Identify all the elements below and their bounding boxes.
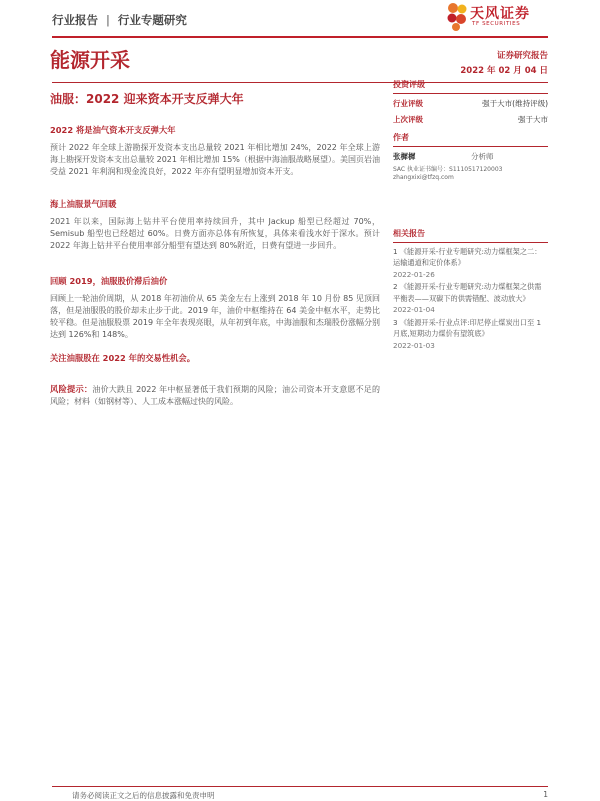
rating-head: 投资评级	[393, 80, 425, 89]
related-item[interactable]	[393, 317, 548, 352]
report-type: 证券研究报告	[496, 51, 548, 61]
section-body: 预计 2022 年全球上游勘探开发资本支出总量较 2021 年相比增加 24%，2022 年全球上游海上勘探开发资本支出总量较 2021 年相比增加 15%（根据中海油服战略展望）。美国页岩油受益 2021 年利润和现金流良好，2022 年亦有望明显增加资本开支。	[50, 143, 380, 176]
footer-disclaimer: 请务必阅读正文之后的信息披露和免责申明	[72, 791, 215, 800]
related-item-date: 2022-01-04	[393, 305, 435, 315]
rating-block	[393, 79, 548, 125]
related-item-date: 2022-01-26	[393, 269, 435, 279]
related-item-title[interactable]: 1 《能源开采-行业专题研究:动力煤框架之二：运输通道和定价体系》	[393, 246, 542, 268]
rating-row	[393, 114, 548, 125]
author-head: 作者	[393, 133, 409, 142]
logo-text: 天风证券	[470, 6, 530, 22]
risk-text: 油价大跌且 2022 年中枢显著低于我们预期的风险；油公司资本开支意愿不足的风险；材料（如钢材等）、人工成本涨幅过快的风险。	[50, 385, 380, 406]
author-email[interactable]: zhangxixi@tfzq.com	[393, 173, 454, 181]
risk-label: 风险提示：	[50, 384, 93, 394]
section-title: 关注油服股在 2022 年的交易性机会。	[50, 353, 196, 363]
risk-note	[50, 383, 380, 408]
section-1	[50, 124, 380, 178]
section-title: 海上油服景气回暖	[50, 199, 117, 209]
logo-mark-icon	[446, 2, 468, 32]
related-item-title[interactable]: 2 《能源开采-行业专题研究:动力煤框架之供需平衡表——双碳下的供需错配、波动放大》	[393, 282, 542, 303]
page-title: 能源开采	[50, 48, 130, 72]
rating-value: 强于大市	[518, 114, 548, 124]
rating-value: 强于大市(维持评级)	[482, 98, 548, 108]
author-row	[393, 151, 548, 162]
section-title: 2022 将是油气资本开支反弹大年	[50, 125, 176, 135]
header-separator: |	[106, 13, 110, 27]
report-date: 2022 年 02 月 04 日	[460, 66, 548, 76]
section-3	[50, 275, 380, 341]
logo-subtext: TF SECURITIES	[472, 21, 521, 27]
related-head: 相关报告	[393, 229, 425, 238]
page-number: 1	[543, 790, 548, 799]
section-body: 回顾上一轮油价周期，从 2018 年初油价从 65 美金左右上涨到 2018 年 10 月份 85 见顶回落，但是油服股的股价却未止步于此。2019 年，油价中枢维持在 64 美金中枢水平，走势比较平稳。但是油服股票 2019 年全年表现亮眼，从年初到年底，中海油服和杰瑞股份涨幅分别达到 126%和 148%。	[50, 294, 380, 339]
header-category-label: 行业报告	[52, 13, 98, 27]
author-divider	[393, 146, 548, 147]
section-2	[50, 198, 380, 252]
related-item-date: 2022-01-03	[393, 340, 435, 350]
header-subcategory-label: 行业专题研究	[117, 13, 187, 27]
related-item[interactable]	[393, 246, 548, 281]
rating-row	[393, 98, 548, 109]
section-title: 回顾 2019，油服股价滞后油价	[50, 276, 168, 286]
header-category	[52, 12, 187, 28]
author-role: 分析师	[471, 151, 494, 161]
author-name: 张樨樨	[393, 151, 416, 161]
related-item[interactable]	[393, 281, 548, 316]
report-subtitle: 油服：2022 迎来资本开支反弹大年	[50, 92, 244, 106]
related-item-title[interactable]: 3 《能源开采-行业点评:印尼停止煤炭出口至 1 月底,短期动力煤价有望筑底》	[393, 317, 542, 339]
header-rule	[52, 36, 548, 38]
section-body: 2021 年以来，国际海上钻井平台使用率持续回升，其中 Jackup 船型已经超过 70%，Semisub 船型也已经超过 60%。日费方面亦总体有所恢复，具体来看浅水好于深水。预计 2022 年海上钻井平台使用率部分船型有望达到 80%附近，日费有望进一步回升。	[50, 217, 380, 250]
related-block	[393, 228, 548, 351]
author-license: SAC 执业证书编号：S1110517120003	[393, 165, 503, 173]
rating-label: 上次评级	[393, 114, 423, 124]
related-divider	[393, 242, 548, 243]
rating-label: 行业评级	[393, 98, 423, 108]
author-block	[393, 132, 548, 181]
rating-divider	[393, 93, 548, 94]
footer-rule	[52, 786, 548, 787]
section-4	[50, 352, 380, 364]
